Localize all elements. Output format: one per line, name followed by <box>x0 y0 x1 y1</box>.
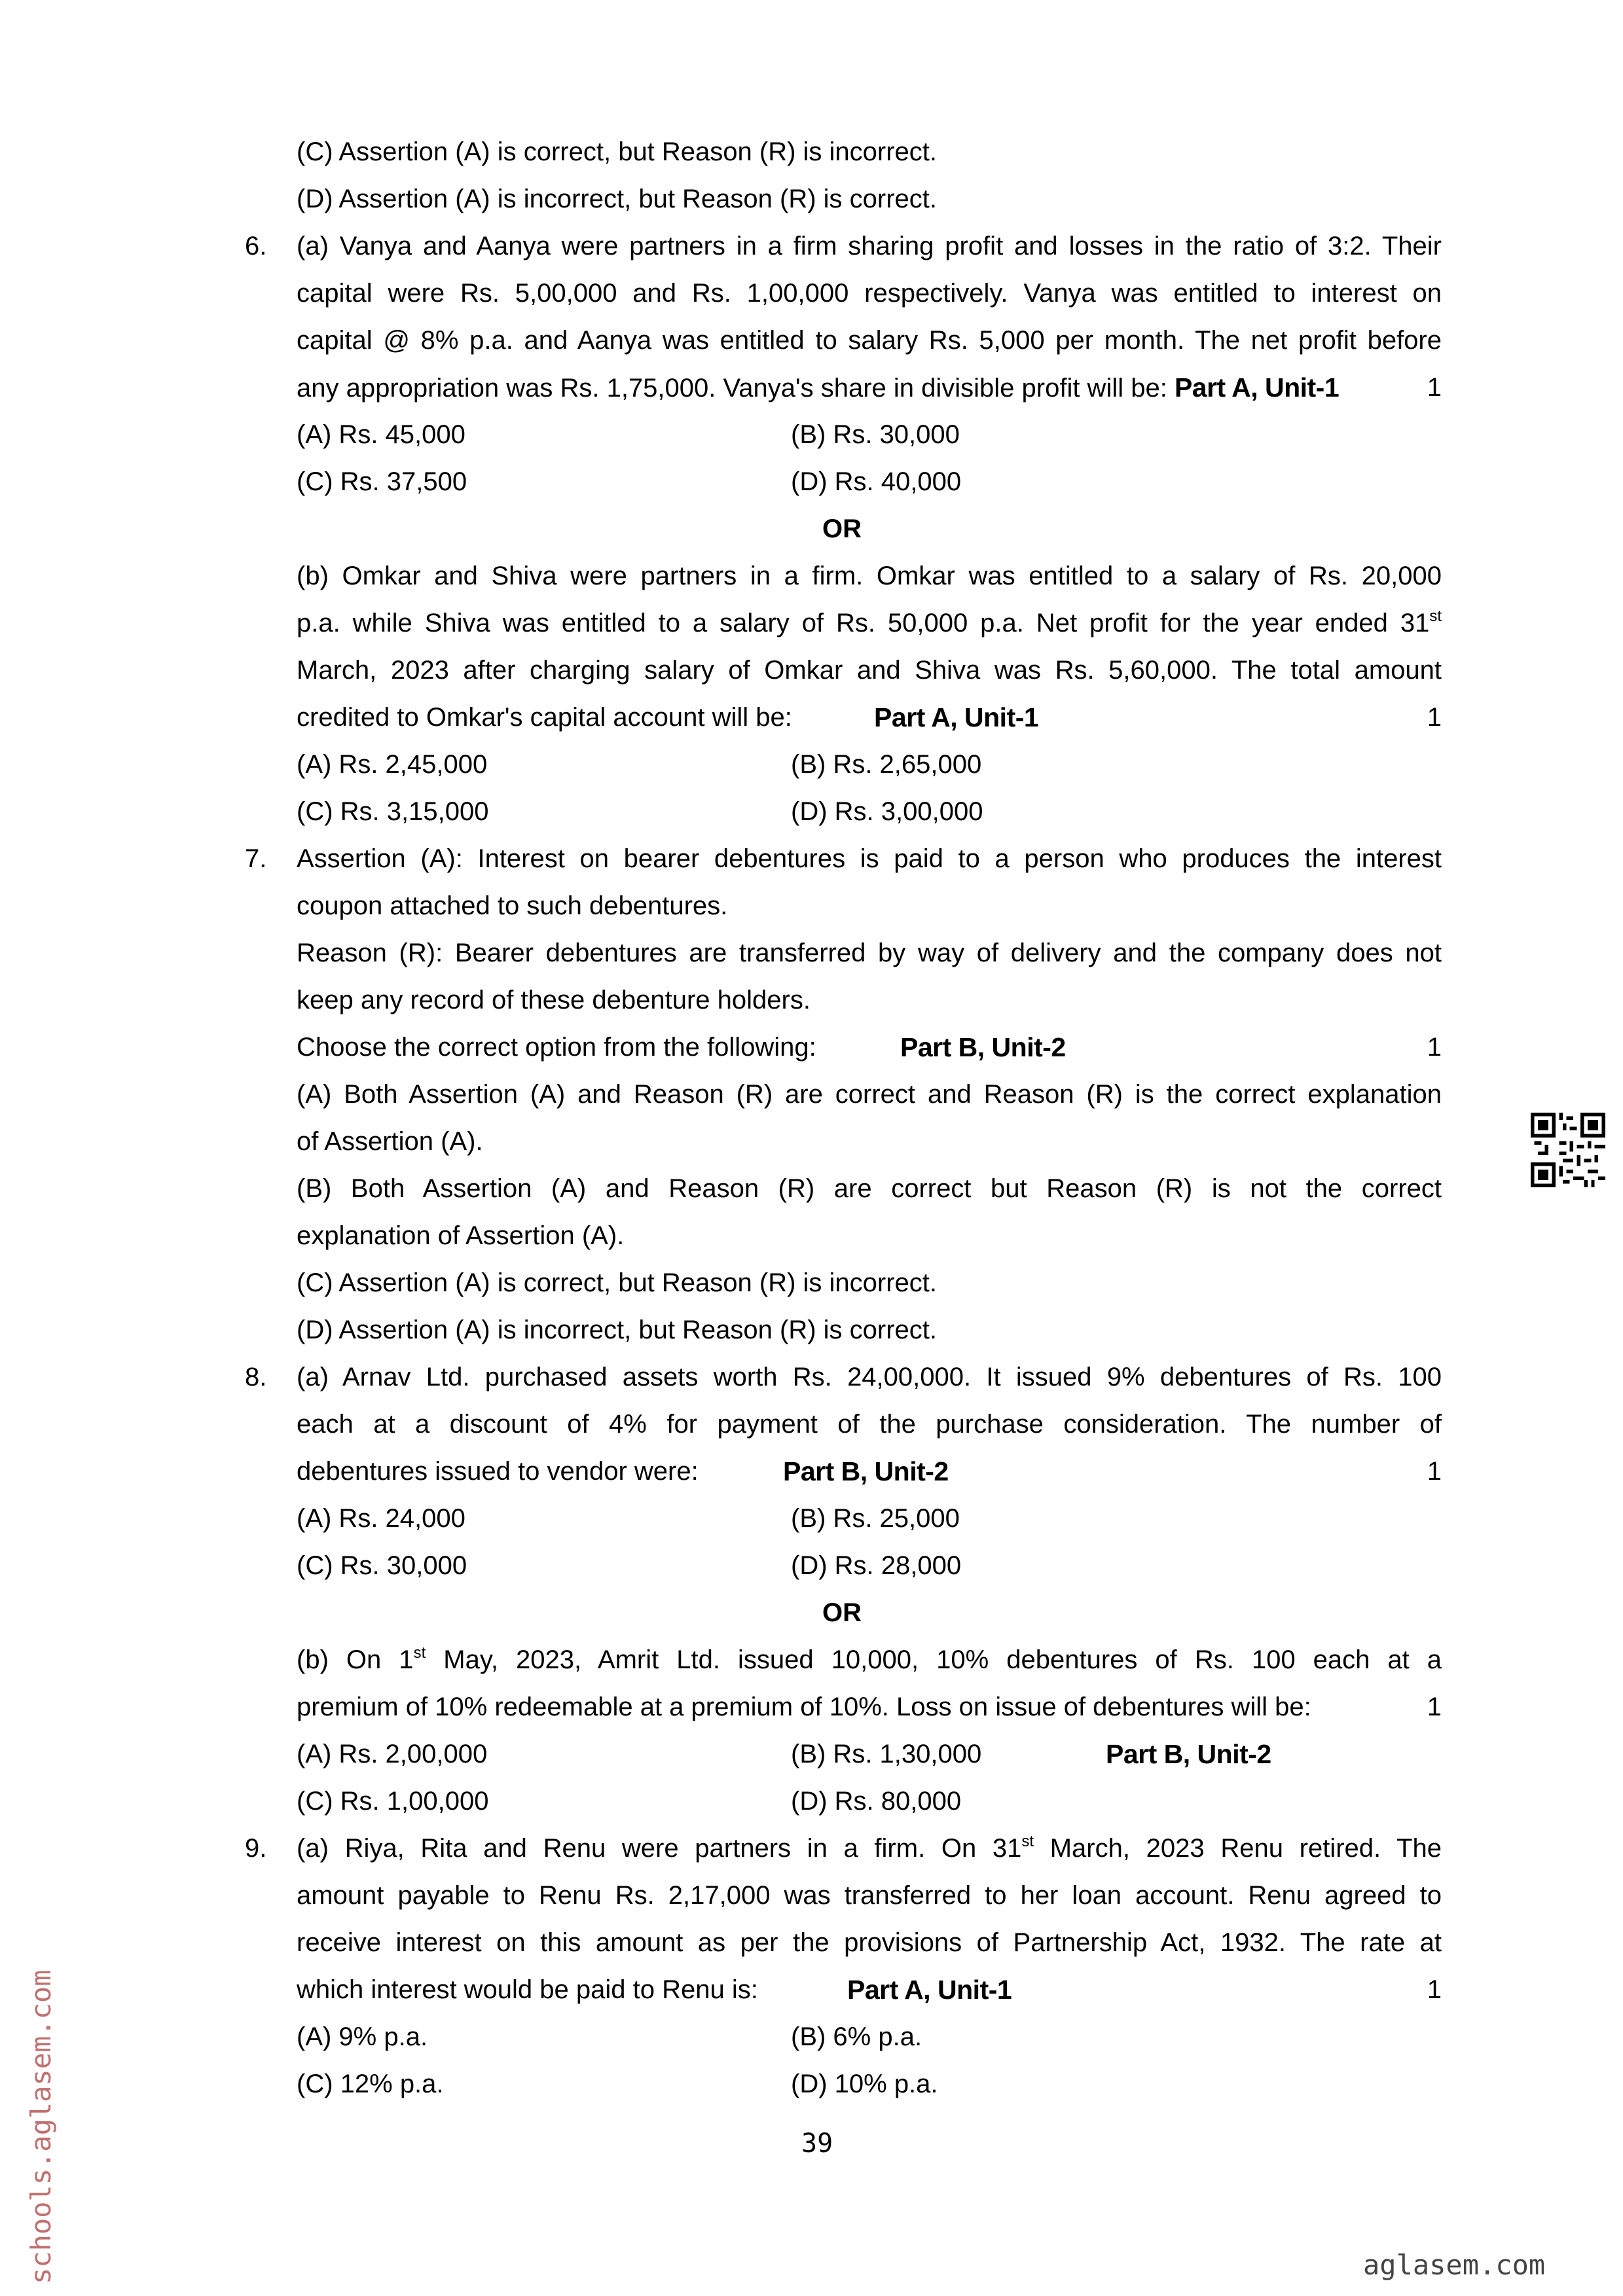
q6a-marks: 1 <box>1427 373 1442 402</box>
q6a-option-d: (D) Rs. 40,000 <box>791 467 962 496</box>
q6a-option-a: (A) Rs. 45,000 <box>297 420 465 449</box>
q6a-unit-label: Part A, Unit-1 <box>1174 372 1340 403</box>
q8b-option-b: (B) Rs. 1,30,000 <box>791 1740 982 1768</box>
q8b-option-d: (D) Rs. 80,000 <box>791 1787 962 1816</box>
q6a-line-1: (a) Vanya and Aanya were partners in a firm sharing profit and losses in the ratio of 3:2. Their <box>297 232 1442 260</box>
q9-number: 9. <box>245 1834 267 1863</box>
q7-marks: 1 <box>1427 1033 1442 1062</box>
q6b-line-3: March, 2023 after charging salary of Omkar and Shiva was Rs. 5,60,000. The total amount <box>297 656 1442 685</box>
q8b-marks: 1 <box>1427 1693 1442 1721</box>
q9-line-3: receive interest on this amount as per the provisions of Partnership Act, 1932. The rate at <box>297 1928 1442 1957</box>
q6b-option-c: (C) Rs. 3,15,000 <box>297 797 489 826</box>
q8a-option-d: (D) Rs. 28,000 <box>791 1551 962 1580</box>
q6a-line-3: capital @ 8% p.a. and Aanya was entitled to salary Rs. 5,000 per month. The net profit before <box>297 326 1442 355</box>
q6a-option-b: (B) Rs. 30,000 <box>791 420 960 449</box>
q8a-option-c: (C) Rs. 30,000 <box>297 1551 467 1580</box>
q9-superscript: st <box>1021 1833 1034 1850</box>
q9-option-d: (D) 10% p.a. <box>791 2070 938 2098</box>
q7-option-b-line-1: (B) Both Assertion (A) and Reason (R) are correct but Reason (R) is not the correct <box>297 1174 1442 1203</box>
q7-option-b-line-2: explanation of Assertion (A). <box>297 1221 625 1250</box>
q8b-option-c: (C) Rs. 1,00,000 <box>297 1787 489 1816</box>
q6b-unit-label: Part A, Unit-1 <box>874 702 1039 732</box>
q6b-line-2 <box>297 600 1442 647</box>
q8b-line-1-start: (b) On 1 <box>297 1645 414 1674</box>
q6b-line-2-text: p.a. while Shiva was entitled to a salary of Rs. 50,000 p.a. Net profit for the year ended 31 <box>297 609 1430 637</box>
q6b-option-b: (B) Rs. 2,65,000 <box>791 750 982 779</box>
q8a-option-a: (A) Rs. 24,000 <box>297 1504 465 1533</box>
q8a-unit-label: Part B, Unit-2 <box>783 1456 949 1486</box>
q9-option-c: (C) 12% p.a. <box>297 2070 444 2098</box>
q8b-line-1 <box>297 1636 1442 1683</box>
q6b-option-a: (A) Rs. 2,45,000 <box>297 750 488 779</box>
q8-number: 8. <box>245 1363 267 1391</box>
q7-assertion-line-2: coupon attached to such debentures. <box>297 891 728 920</box>
q7-number: 7. <box>245 844 267 873</box>
q7-reason-line-2: keep any record of these debenture holders. <box>297 986 811 1014</box>
q6a-option-c: (C) Rs. 37,500 <box>297 467 467 496</box>
q7-option-a-line-1: (A) Both Assertion (A) and Reason (R) are correct and Reason (R) is the correct explanation <box>297 1080 1442 1109</box>
q8b-line-2: premium of 10% redeemable at a premium of 10%. Loss on issue of debentures will be: <box>297 1693 1311 1721</box>
q9-option-b: (B) 6% p.a. <box>791 2022 922 2051</box>
page-number: 39 <box>801 2128 833 2159</box>
q6b-line-1: (b) Omkar and Shiva were partners in a firm. Omkar was entitled to a salary of Rs. 20,000 <box>297 562 1442 590</box>
q8a-option-b: (B) Rs. 25,000 <box>791 1504 960 1533</box>
q8a-line-2: each at a discount of 4% for payment of the purchase consideration. The number of <box>297 1410 1442 1439</box>
q5-option-c: (C) Assertion (A) is correct, but Reason (R) is incorrect. <box>297 137 938 166</box>
q8-or-separator: OR <box>822 1598 862 1627</box>
q9-marks: 1 <box>1427 1975 1442 2004</box>
q7-reason-line-1: Reason (R): Bearer debentures are transferred by way of delivery and the company does not <box>297 939 1442 967</box>
q6a-line-4 <box>297 364 1442 412</box>
q6a-line-2: capital were Rs. 5,00,000 and Rs. 1,00,000 respectively. Vanya was entitled to interest on <box>297 279 1442 308</box>
q8b-superscript: st <box>413 1644 426 1662</box>
q8a-line-3: debentures issued to vendor were: <box>297 1457 699 1486</box>
q6b-option-d: (D) Rs. 3,00,000 <box>791 797 983 826</box>
q9-line-1-end: March, 2023 Renu retired. The <box>1034 1834 1442 1863</box>
q9-line-1-start: (a) Riya, Rita and Renu were partners in a firm. On 31 <box>297 1834 1022 1863</box>
bottom-watermark: aglasem.com <box>1363 2249 1546 2281</box>
q7-choose-prompt: Choose the correct option from the following: <box>297 1033 816 1062</box>
q6b-marks: 1 <box>1427 703 1442 732</box>
q9-line-1 <box>297 1825 1442 1872</box>
q6b-superscript: st <box>1429 607 1442 625</box>
q8a-marks: 1 <box>1427 1457 1442 1486</box>
q8b-option-a: (A) Rs. 2,00,000 <box>297 1740 488 1768</box>
question-content <box>245 128 1442 2108</box>
q7-option-a-line-2: of Assertion (A). <box>297 1127 483 1156</box>
q6a-line-4-text: any appropriation was Rs. 1,75,000. Vanya's share in divisible profit will be: <box>297 374 1167 403</box>
q9-line-4: which interest would be paid to Renu is: <box>297 1975 758 2004</box>
q7-option-d: (D) Assertion (A) is incorrect, but Reason (R) is correct. <box>297 1316 938 1344</box>
q8b-line-1-end: May, 2023, Amrit Ltd. issued 10,000, 10% debentures of Rs. 100 each at a <box>426 1645 1442 1674</box>
q9-line-2: amount payable to Renu Rs. 2,17,000 was transferred to her loan account. Renu agreed to <box>297 1881 1442 1910</box>
q9-option-a: (A) 9% p.a. <box>297 2022 428 2051</box>
qr-code-icon <box>1531 1113 1605 1187</box>
q5-option-d: (D) Assertion (A) is incorrect, but Reason (R) is correct. <box>297 185 938 213</box>
q7-option-c: (C) Assertion (A) is correct, but Reason (R) is incorrect. <box>297 1268 938 1297</box>
q7-unit-label: Part B, Unit-2 <box>900 1032 1066 1062</box>
side-watermark: schools.aglasem.com <box>25 1969 57 2284</box>
q7-assertion-line-1: Assertion (A): Interest on bearer debentures is paid to a person who produces the interest <box>297 844 1442 873</box>
q8a-line-1: (a) Arnav Ltd. purchased assets worth Rs. 24,00,000. It issued 9% debentures of Rs. 100 <box>297 1363 1442 1391</box>
q8b-unit-label: Part B, Unit-2 <box>1106 1739 1271 1769</box>
q6-number: 6. <box>245 232 267 260</box>
q6b-line-4: credited to Omkar's capital account will be: <box>297 703 792 732</box>
q6-or-separator: OR <box>822 514 862 543</box>
q9-unit-label: Part A, Unit-1 <box>847 1975 1012 2005</box>
